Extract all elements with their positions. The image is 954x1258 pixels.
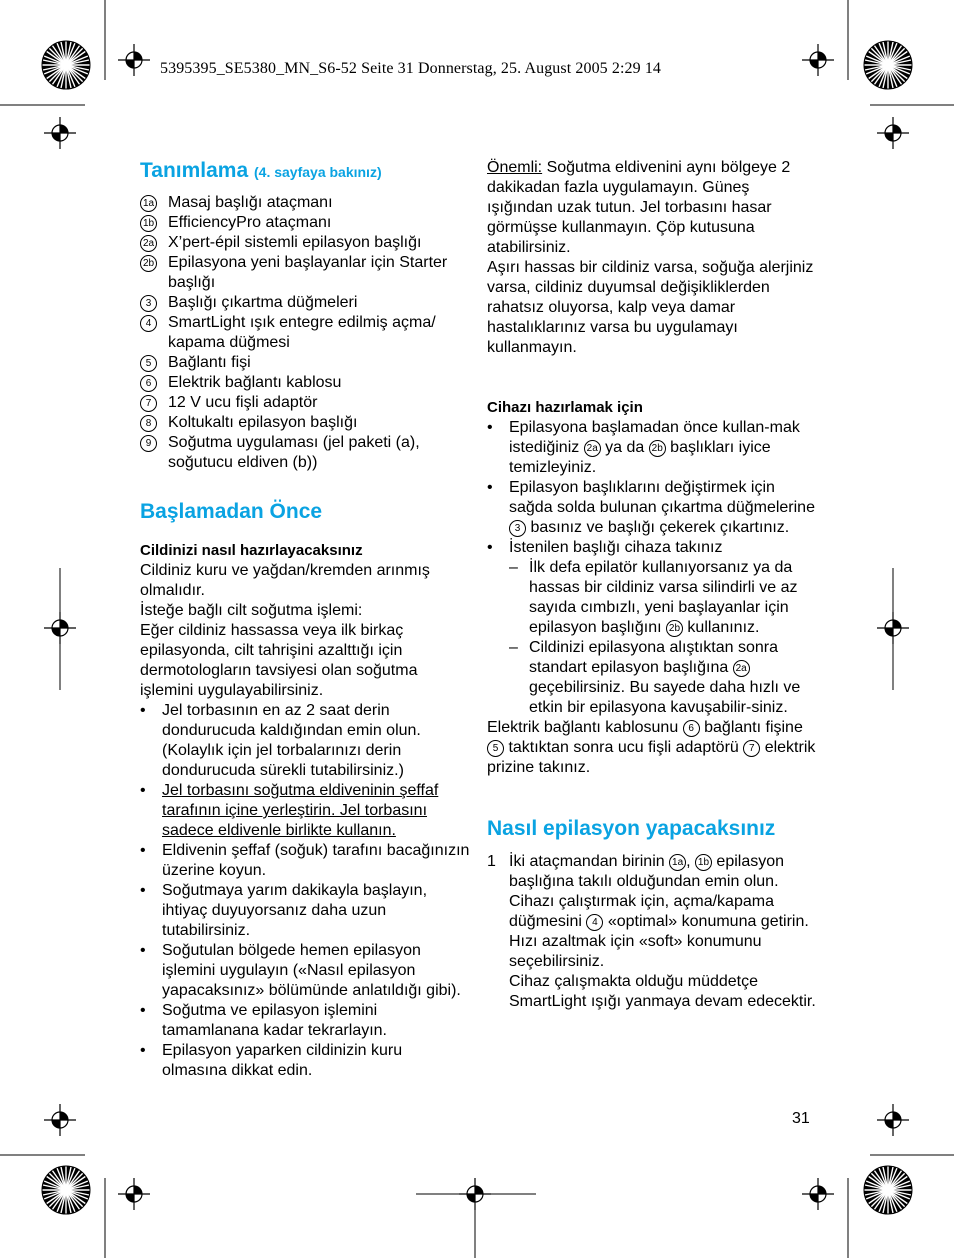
section-title-baslamadan-once: Başlamadan Önce bbox=[140, 500, 323, 523]
paragraph: Eğer cildiniz hassassa veya ilk birkaç epilasyonda, cilt tahrişini azalttığı için dermotologların tavsiyesi olan soğutma işlemini uygulayabilirsiniz. bbox=[140, 622, 418, 699]
sub-list-item: – İlk defa epilatör kullanıyorsanız ya da hassas bir cildiniz varsa silindirli ve az sayıda cımbızlı, yeni başlayanlar için epilasyon başlığını 2b kullanınız. bbox=[509, 559, 798, 636]
print-header: 5395395_SE5380_MN_S6-52 Seite 31 Donnerstag, 25. August 2005 2:29 14 bbox=[160, 60, 662, 77]
list-item: 5 Bağlantı fişi bbox=[140, 353, 470, 373]
list-item: 4 SmartLight ışık entegre edilmiş açma/ kapama düğmesi bbox=[140, 313, 470, 353]
paragraph: Aşırı hassas bir cildiniz varsa, soğuğa alerjiniz varsa, cildiniz duyumsal değişikliklerden rahatsız oluyorsa, kalp veya damar hastalıklarınız varsa bu uygulamayı kullanmayın. bbox=[487, 259, 814, 356]
list-item: 2a X’pert-épil sistemli epilasyon başlığı bbox=[140, 233, 470, 253]
page-number: 31 bbox=[792, 1110, 810, 1127]
list-item: 6 Elektrik bağlantı kablosu bbox=[140, 373, 470, 393]
list-item: • Epilasyon başlıklarını değiştirmek için sağda solda bulunan çıkartma düğmelerine 3 basınız ve başlığı çekerek çıkartınız. bbox=[487, 479, 815, 536]
sub-list-item: – Cildinizi epilasyona alıştıktan sonra standart epilasyon başlığına 2a geçebilirsiniz. Bu sayede daha hızlı ve etkin bir epilasyona kavuşabilir-siniz. bbox=[509, 639, 801, 716]
section-title-nasil-epilasyon: Nasıl epilasyon yapacaksınız bbox=[487, 817, 776, 840]
subheading-cilt: Cildinizi nasıl hazırlayacaksınız bbox=[140, 542, 363, 559]
list-item: • Jel torbasını soğutma eldiveninin şeffaf tarafının içine yerleştirin. Jel torbasını sadece eldivenle birlikte kullanın. bbox=[140, 782, 439, 839]
subheading-cihaz: Cihazı hazırlamak için bbox=[487, 399, 643, 416]
list-item: • İstenilen başlığı cihaza takınız bbox=[487, 539, 723, 556]
right-column bbox=[487, 158, 817, 1012]
list-item: 3 Başlığı çıkartma düğmeleri bbox=[140, 293, 470, 313]
paragraph: İsteğe bağlı cilt soğutma işlemi: bbox=[140, 602, 363, 619]
list-item: 2b Epilasyona yeni başlayanlar için Starter başlığı bbox=[140, 253, 470, 293]
list-item: • Epilasyon yaparken cildinizin kuru olmasına dikkat edin. bbox=[140, 1042, 403, 1079]
paragraph: Cildiniz kuru ve yağdan/kremden arınmış olmalıdır. bbox=[140, 562, 430, 599]
list-item: • Soğutulan bölgede hemen epilasyon işlemini uygulayın («Nasıl epilasyon yapacaksınız» bölümünde anlatıldığı gibi). bbox=[140, 942, 461, 999]
list-item: 8 Koltukaltı epilasyon başlığı bbox=[140, 413, 470, 433]
list-item: • Soğutmaya yarım dakikayla başlayın, ihtiyaç duyuyorsanız daha uzun tutabilirsiniz. bbox=[140, 882, 428, 939]
list-item: 1a Masaj başlığı ataçmanı bbox=[140, 193, 470, 213]
parts-list bbox=[140, 193, 470, 473]
list-item: 9 Soğutma uygulaması (jel paketi (a), soğutucu eldiven (b)) bbox=[140, 433, 470, 473]
section-title-tanimlama: Tanımlama (4. sayfaya bakınız) bbox=[140, 159, 382, 182]
paragraph-elektrik: Elektrik bağlantı kablosunu 6 bağlantı fişine 5 taktıktan sonra ucu fişli adaptörü 7 elektrik prizine takınız. bbox=[487, 719, 816, 776]
list-item: • Soğutma ve epilasyon işlemini tamamlanana kadar tekrarlayın. bbox=[140, 1002, 387, 1039]
bullet-list bbox=[140, 701, 470, 1081]
list-item: • Eldivenin şeffaf (soğuk) tarafını bacağınızın üzerine koyun. bbox=[140, 842, 470, 879]
list-item: • Epilasyona başlamadan önce kullan-mak istediğiniz 2a ya da 2b başlıkları iyice temizleyiniz. bbox=[487, 419, 800, 476]
paragraph-onemli: Önemli: Soğutma eldivenini aynı bölgeye 2 dakikadan fazla uygulamayın. Güneş ışığından uzak tutun. Jel torbasını hasar görmüşse kullanmayın. Çöp kutusuna atabilirsiniz. bbox=[487, 159, 791, 256]
numbered-step: 1 İki ataçmandan birinin 1a , 1b epilasyon başlığına takılı olduğundan emin olun. Cihazı çalıştırmak için, açma/kapama düğmesini 4 «optimal» konumuna getirin. Hızı azaltmak için «soft» konumunu seçebilirsiniz. Cihaz çalışmakta olduğu müddetçe SmartLight ışığı yanmaya devam edecektir. bbox=[487, 853, 816, 1010]
left-column bbox=[140, 158, 470, 1081]
list-item: 1b EfficiencyPro ataçmanı bbox=[140, 213, 470, 233]
list-item: 7 12 V ucu fişli adaptör bbox=[140, 393, 470, 413]
list-item: • Jel torbasının en az 2 saat derin dondurucuda kaldığından emin olun. (Kolaylık için jel torbalarınızı derin dondurucuda sürekli tutabilirsiniz.) bbox=[140, 702, 421, 779]
